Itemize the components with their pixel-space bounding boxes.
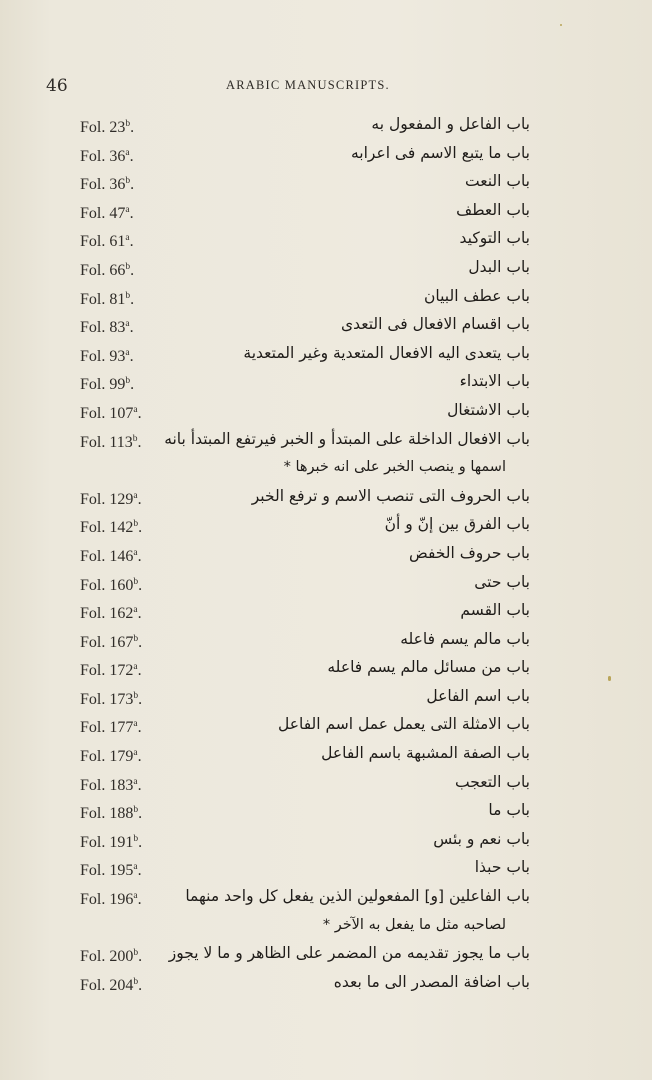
folio-entry (0, 339, 652, 368)
arabic-chapter-title: باب يتعدى اليه الافعال المتعدية وغير المتعدية (243, 343, 530, 362)
folio-number: Fol. 146 (80, 547, 134, 565)
entry-line (0, 367, 652, 396)
folio-reference: Fol. 200$^b$. (80, 948, 143, 966)
folio-entry (0, 968, 652, 997)
arabic-chapter-title: باب عطف البيان (424, 286, 530, 305)
folio-entry (0, 196, 652, 225)
folio-entry (0, 310, 652, 339)
folio-reference: Fol. 160$^b$. (80, 576, 143, 594)
folio-side: b (132, 433, 138, 444)
folio-number: Fol. 47 (80, 204, 126, 222)
folio-entry (0, 396, 652, 425)
folio-entry (0, 139, 652, 168)
folio-number: Fol. 142 (80, 519, 134, 537)
folio-index-list (0, 110, 652, 996)
entry-line (0, 939, 652, 968)
folio-number: Fol. 191 (80, 833, 134, 851)
folio-side: a (133, 547, 138, 558)
arabic-chapter-title: باب حتى (474, 572, 530, 591)
folio-side: b (125, 376, 131, 387)
arabic-chapter-title: باب القسم (460, 601, 530, 620)
folio-side: b (133, 576, 139, 587)
folio-reference: Fol. 23$^b$. (80, 119, 135, 136)
folio-reference: Fol. 172$^a$. (80, 662, 142, 680)
folio-number: Fol. 173 (80, 690, 134, 708)
entry-line (0, 339, 652, 368)
folio-reference: Fol. 113$^b$. (80, 433, 142, 451)
folio-entry (0, 825, 652, 854)
folio-side: b (125, 176, 131, 187)
folio-number: Fol. 36 (80, 147, 126, 165)
folio-number: Fol. 200 (80, 948, 134, 966)
folio-reference: Fol. 81$^b$. (80, 290, 135, 308)
entry-line (0, 653, 652, 682)
entry-line (0, 224, 652, 253)
arabic-chapter-title: باب البدل (468, 257, 530, 276)
folio-entry (0, 882, 652, 939)
folio-side: a (133, 404, 138, 415)
folio-number: Fol. 61 (80, 233, 126, 251)
arabic-chapter-title: باب الفاعل و المفعول به (371, 115, 530, 133)
folio-entry (0, 167, 652, 196)
folio-reference: Fol. 66$^b$. (80, 261, 135, 279)
entry-line (0, 739, 652, 768)
entry-line (0, 596, 652, 625)
folio-number: Fol. 183 (80, 776, 134, 794)
arabic-chapter-title: اسمها و ينصب الخبر على انه خبرها * (283, 459, 506, 476)
arabic-chapter-title: باب الابتداء (459, 372, 530, 391)
folio-entry (0, 110, 652, 139)
folio-reference: Fol. 167$^b$. (80, 633, 143, 651)
entry-line (0, 253, 652, 282)
entry-line (0, 310, 652, 339)
folio-entry (0, 539, 652, 568)
folio-side: a (125, 233, 130, 244)
folio-entry (0, 224, 652, 253)
arabic-chapter-title: باب الصفة المشبهة باسم الفاعل (321, 744, 530, 763)
folio-side: a (133, 662, 138, 673)
arabic-chapter-title: باب التعجب (455, 772, 530, 791)
entry-line (0, 139, 652, 168)
folio-entry (0, 596, 652, 625)
folio-reference: Fol. 142$^b$. (80, 519, 143, 537)
folio-entry (0, 768, 652, 797)
folio-entry (0, 625, 652, 654)
folio-side: b (133, 948, 139, 959)
folio-side: b (133, 805, 139, 816)
folio-reference: Fol. 177$^a$. (80, 719, 142, 737)
entry-line (0, 396, 652, 425)
entry-line (0, 710, 652, 739)
folio-number: Fol. 196 (80, 891, 134, 909)
entry-continuation-line (0, 453, 652, 482)
folio-side: b (133, 976, 139, 987)
folio-number: Fol. 93 (80, 347, 126, 365)
folio-entry (0, 796, 652, 825)
folio-number: Fol. 167 (80, 633, 134, 651)
folio-reference: Fol. 191$^b$. (80, 833, 143, 851)
running-title: ARABIC MANUSCRIPTS. (226, 78, 390, 92)
folio-reference: Fol. 93$^a$. (80, 347, 134, 365)
folio-entry (0, 425, 652, 482)
paper-speck (608, 676, 611, 681)
folio-number: Fol. 81 (80, 290, 126, 308)
folio-entry (0, 482, 652, 511)
arabic-chapter-title: باب اسم الفاعل (426, 686, 530, 705)
folio-number: Fol. 129 (80, 490, 134, 508)
folio-reference: Fol. 179$^a$. (80, 748, 142, 766)
folio-number: Fol. 188 (80, 805, 134, 823)
folio-reference: Fol. 47$^a$. (80, 204, 134, 222)
folio-number: Fol. 172 (80, 662, 134, 680)
entry-line (0, 568, 652, 597)
folio-side: b (133, 833, 139, 844)
entry-line (0, 882, 652, 911)
entry-line (0, 539, 652, 568)
folio-reference: Fol. 162$^a$. (80, 605, 142, 623)
folio-number: Fol. 113 (80, 433, 133, 451)
folio-entry (0, 682, 652, 711)
folio-reference: Fol. 83$^a$. (80, 319, 134, 337)
folio-number: Fol. 99 (80, 376, 126, 394)
arabic-chapter-title: باب اضافة المصدر الى ما بعده (333, 972, 530, 991)
folio-number: Fol. 83 (80, 319, 126, 337)
folio-entry (0, 568, 652, 597)
folio-number: Fol. 160 (80, 576, 134, 594)
folio-entry (0, 739, 652, 768)
arabic-chapter-title: باب النعت (465, 172, 530, 191)
folio-side: a (133, 490, 138, 501)
folio-reference: Fol. 183$^a$. (80, 776, 142, 794)
folio-side: b (133, 690, 139, 701)
folio-reference: Fol. 204$^b$. (80, 976, 143, 994)
folio-side: b (125, 261, 131, 272)
folio-side: a (133, 891, 138, 902)
entry-line (0, 825, 652, 854)
arabic-chapter-title: باب التوكيد (459, 229, 530, 248)
entry-line (0, 510, 652, 539)
folio-side: a (133, 605, 138, 616)
folio-number: Fol. 179 (80, 748, 134, 766)
folio-number: Fol. 195 (80, 862, 134, 880)
folio-side: a (125, 347, 130, 358)
arabic-chapter-title: باب الفرق بين إنّ و أنّ (384, 515, 530, 534)
folio-reference: Fol. 195$^a$. (80, 862, 142, 880)
entry-line (0, 196, 652, 225)
folio-side: a (133, 748, 138, 759)
arabic-chapter-title: باب ما يجوز تقديمه من المضمر على الظاهر و ما لا يجوز (168, 944, 530, 963)
folio-number: Fol. 177 (80, 719, 134, 737)
folio-reference: Fol. 107$^a$. (80, 404, 142, 422)
paper-speck (560, 24, 562, 26)
folio-number: Fol. 107 (80, 404, 134, 422)
arabic-chapter-title: باب نعم و بئس (433, 829, 530, 848)
folio-side: b (133, 633, 139, 644)
entry-line (0, 425, 652, 454)
folio-reference: Fol. 188$^b$. (80, 805, 143, 823)
folio-number: Fol. 23 (80, 119, 126, 136)
folio-reference: Fol. 36$^a$. (80, 147, 134, 165)
entry-line (0, 796, 652, 825)
page-number: 46 (46, 76, 68, 96)
folio-side: b (125, 290, 131, 301)
entry-line (0, 167, 652, 196)
page-header (0, 74, 652, 98)
folio-reference: Fol. 61$^a$. (80, 233, 134, 251)
folio-side: b (133, 519, 139, 530)
folio-number: Fol. 162 (80, 605, 134, 623)
folio-entry (0, 510, 652, 539)
entry-continuation-line (0, 911, 652, 940)
folio-side: a (125, 319, 130, 330)
arabic-chapter-title: باب مالم يسم فاعله (400, 629, 530, 648)
folio-entry (0, 939, 652, 968)
folio-reference: Fol. 196$^a$. (80, 891, 142, 909)
folio-number: Fol. 66 (80, 261, 126, 279)
folio-entry (0, 853, 652, 882)
folio-reference: Fol. 129$^a$. (80, 490, 142, 508)
folio-side: b (125, 119, 131, 129)
arabic-chapter-title: باب الافعال الداخلة على المبتدأ و الخبر فيرتفع المبتدأ بانه (164, 429, 530, 448)
folio-reference: Fol. 99$^b$. (80, 376, 135, 394)
entry-line (0, 768, 652, 797)
arabic-chapter-title: باب الحروف التى تنصب الاسم و ترفع الخبر (251, 486, 530, 505)
folio-side: a (133, 776, 138, 787)
folio-side: a (125, 147, 130, 158)
folio-entry (0, 253, 652, 282)
entry-line (0, 282, 652, 311)
entry-line (0, 110, 652, 139)
folio-number: Fol. 36 (80, 176, 126, 194)
arabic-chapter-title: باب حبذا (474, 858, 530, 877)
arabic-chapter-title: باب العطف (456, 200, 530, 219)
entry-line (0, 682, 652, 711)
arabic-chapter-title: باب ما يتبع الاسم فى اعرابه (350, 143, 530, 162)
folio-entry (0, 367, 652, 396)
arabic-chapter-title: باب اقسام الافعال فى التعدى (341, 315, 530, 334)
arabic-chapter-title: باب الفاعلين [و] المفعولين الذين يفعل كل واحد منهما (185, 887, 530, 906)
arabic-chapter-title: باب من مسائل مالم يسم فاعله (327, 658, 530, 677)
arabic-chapter-title: باب الامثلة التى يعمل عمل اسم الفاعل (277, 715, 530, 734)
arabic-chapter-title: لصاحبه مثل ما يفعل به الآخر * (322, 916, 506, 933)
folio-side: a (133, 862, 138, 873)
entry-line (0, 853, 652, 882)
folio-entry (0, 653, 652, 682)
folio-reference: Fol. 173$^b$. (80, 690, 143, 708)
entry-line (0, 968, 652, 997)
arabic-chapter-title: باب ما (488, 801, 530, 820)
entry-line (0, 482, 652, 511)
folio-entry (0, 710, 652, 739)
arabic-chapter-title: باب حروف الخفض (408, 543, 530, 562)
folio-entry (0, 282, 652, 311)
folio-side: a (133, 719, 138, 730)
arabic-chapter-title: باب الاشتغال (447, 400, 530, 419)
folio-number: Fol. 204 (80, 976, 134, 994)
entry-line (0, 625, 652, 654)
folio-reference: Fol. 146$^a$. (80, 547, 142, 565)
folio-reference: Fol. 36$^b$. (80, 176, 135, 194)
folio-side: a (125, 204, 130, 215)
